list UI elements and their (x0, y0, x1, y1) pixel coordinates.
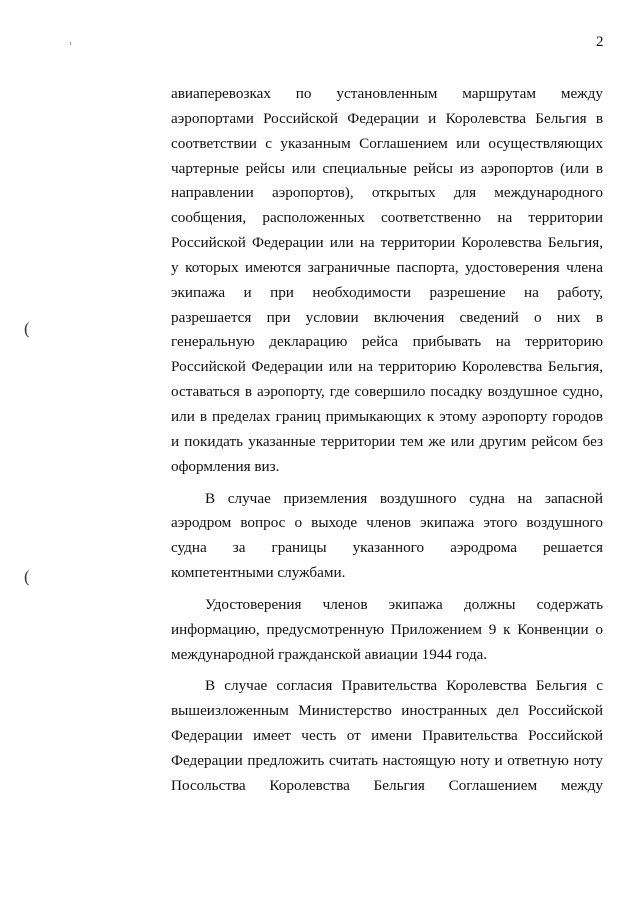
text-line: Посольства Королевства Бельгия Соглашением между (171, 776, 603, 794)
paragraph (171, 82, 603, 480)
paragraph-gap (171, 480, 603, 487)
text-line: авиаперевозках по установленным маршрутам между (171, 85, 603, 102)
text-line: компетентными службами. (171, 564, 346, 582)
text-line: информацию, предусмотренную Приложением 9 к Конвенции о (171, 620, 603, 638)
paragraph (171, 674, 603, 798)
text-line: Федерации предложить считать настоящую ноту и ответную ноту (171, 751, 603, 769)
text-line: Российской Федерации или на территорию Королевства Бельгия, (171, 358, 603, 376)
text-line: В случае приземления воздушного судна на запасной (205, 489, 603, 507)
text-line: соответствии с указанным Соглашением или осуществляющих (171, 134, 603, 152)
text-line: вышеизложенным Министерство иностранных дел Российской (171, 702, 603, 720)
text-line: аэродром вопрос о выходе членов экипажа этого воздушного (171, 514, 603, 532)
text-line: международной гражданской авиации 1944 года. (171, 645, 488, 663)
scan-dot (70, 42, 71, 45)
text-line: В случае согласия Правительства Королевства Бельгия с (205, 677, 603, 695)
text-line: Удостоверения членов экипажа должны содержать (205, 595, 603, 613)
text-line: у которых имеются заграничные паспорта, удостоверения члена (171, 258, 603, 276)
paragraph (171, 593, 603, 668)
paragraph-gap (171, 667, 603, 674)
margin-mark-bracket: ( (24, 567, 30, 586)
text-line: направлении аэропортов), открытых для международного (171, 184, 603, 202)
text-line: Российской Федерации или на территории Королевства Бельгия, (171, 234, 603, 252)
text-line: аэропортами Российской Федерации и Королевства Бельгия в (171, 109, 603, 127)
page-number: 2 (596, 34, 604, 50)
text-line: оставаться в аэропорту, где совершило посадку воздушное судно, (171, 383, 603, 401)
text-line: и покидать указанные территории тем же или другим рейсом без (171, 432, 603, 450)
text-line: чартерные рейсы или специальные рейсы из аэропортов (или в (171, 159, 603, 177)
margin-mark-bracket: ( (24, 319, 30, 338)
text-line: генеральную декларацию рейса прибывать на территорию (171, 333, 603, 351)
text-line: или в пределах границ примыкающих к этому аэропорту городов (171, 407, 603, 425)
paragraph (171, 487, 603, 586)
text-line: судна за границы указанного аэродрома решается (171, 539, 603, 557)
text-line: разрешается при условии включения сведений о них в (171, 308, 603, 326)
text-line: сообщения, расположенных соответственно на территории (171, 209, 603, 227)
text-line: Федерации имеет честь от имени Правительства Российской (171, 727, 603, 745)
document-body (171, 82, 603, 799)
paragraph-gap (171, 586, 603, 593)
text-line: оформления виз. (171, 457, 280, 475)
text-line: экипажа и при необходимости разрешение на работу, (171, 283, 603, 301)
